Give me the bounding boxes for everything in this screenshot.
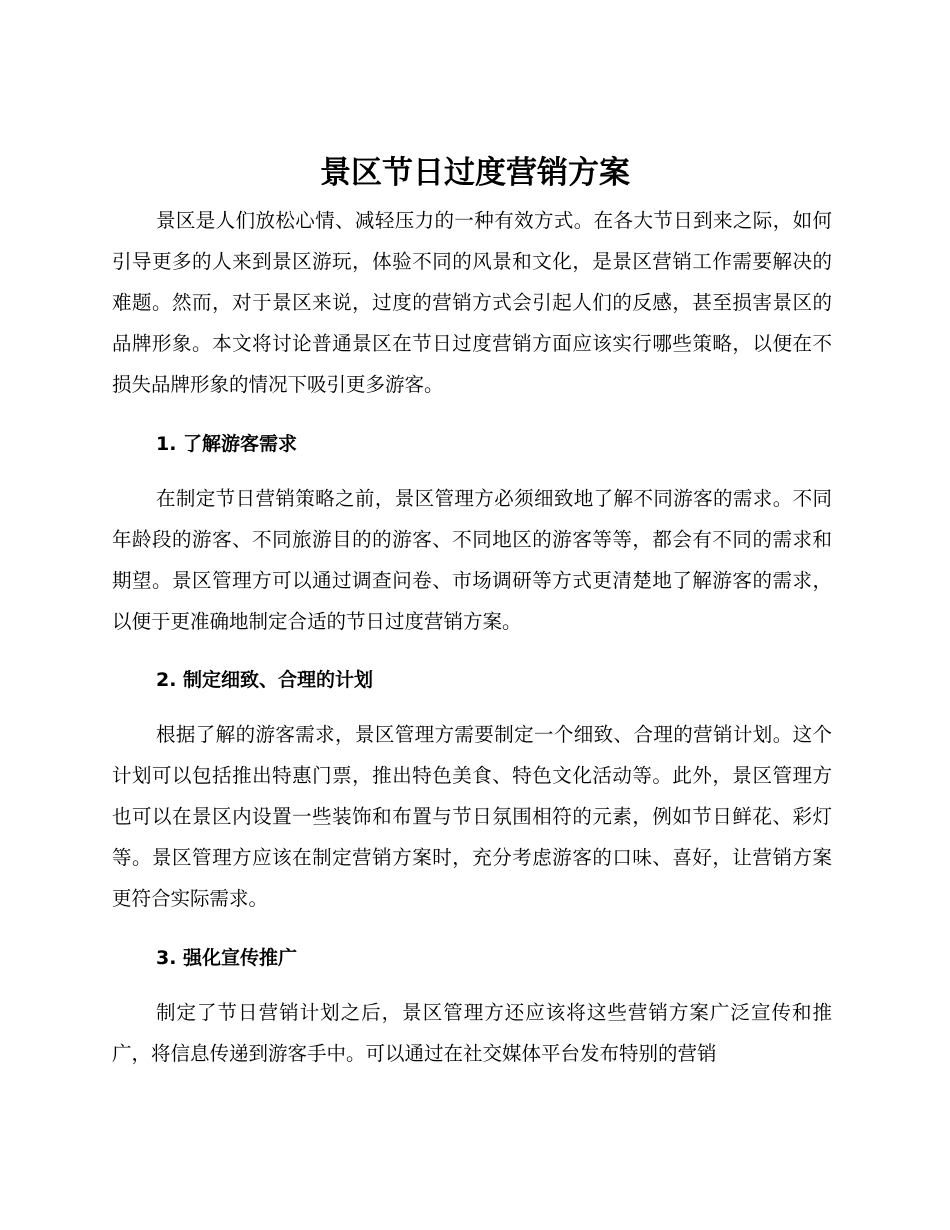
section-heading: 3. 强化宣传推广 [156, 947, 298, 969]
section-paragraph: 制定了节日营销计划之后，景区管理方还应该将这些营销方案广泛宣传和推广，将信息传递到游客手中。可以通过在社交媒体平台发布特别的营销 [112, 1001, 832, 1065]
section-heading: 1. 了解游客需求 [156, 433, 298, 455]
section-paragraph: 根据了解的游客需求，景区管理方需要制定一个细致、合理的营销计划。这个计划可以包括推出特惠门票，推出特色美食、特色文化活动等。此外，景区管理方也可以在景区内设置一些装饰和布置与节日氛围相符的元素，例如节日鲜花、彩灯等。景区管理方应该在制定营销方案时，充分考虑游客的口味、喜好，让营销方案更符合实际需求。 [112, 723, 832, 910]
intro-paragraph: 景区是人们放松心情、减轻压力的一种有效方式。在各大节日到来之际，如何引导更多的人来到景区游玩，体验不同的风景和文化，是景区营销工作需要解决的难题。然而，对于景区来说，过度的营销方式会引起人们的反感，甚至损害景区的品牌形象。本文将讨论普通景区在节日过度营销方面应该实行哪些策略，以便在不损失品牌形象的情况下吸引更多游客。 [112, 209, 832, 396]
document-title: 景区节日过度营销方案 [320, 155, 630, 191]
section-paragraph: 在制定节日营销策略之前，景区管理方必须细致地了解不同游客的需求。不同年龄段的游客、不同旅游目的的游客、不同地区的游客等等，都会有不同的需求和期望。景区管理方可以通过调查问卷、市场调研等方式更清楚地了解游客的需求，以便于更准确地制定合适的节日过度营销方案。 [112, 487, 832, 633]
section-heading: 2. 制定细致、合理的计划 [156, 669, 374, 691]
